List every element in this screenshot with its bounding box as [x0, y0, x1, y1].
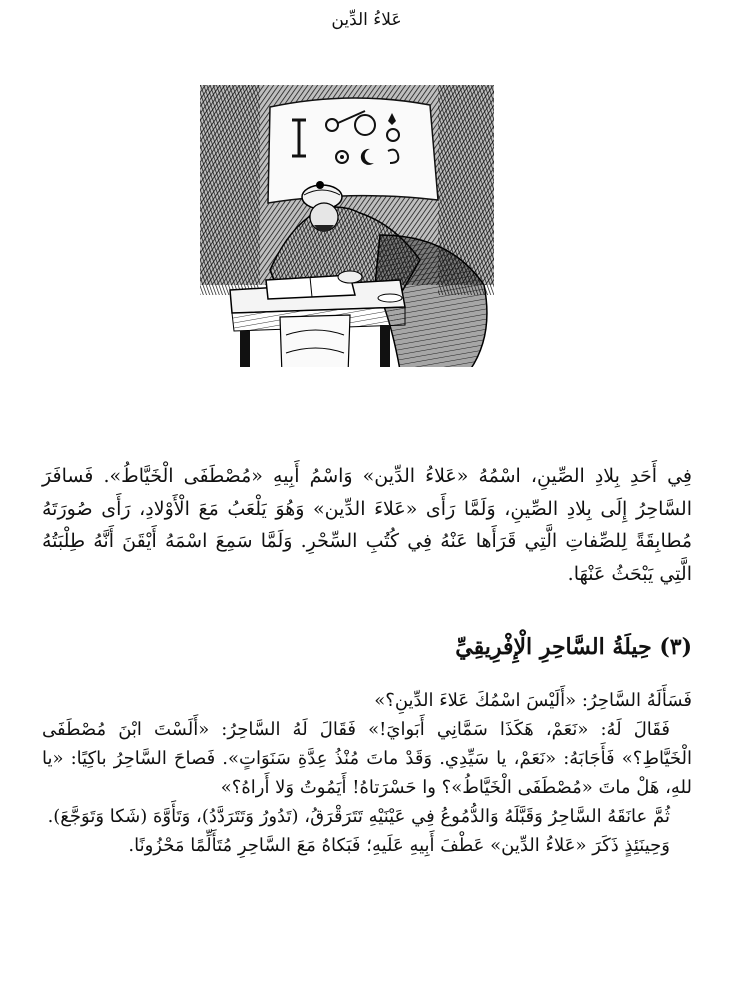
dialogue-line-4: وَحِينَئِذٍ ذَكَرَ «عَلاءُ الدِّين» عَطْفَ أَبِيهِ عَلَيهِ؛ فَبَكاهُ مَعَ السَّاحِرِ مُتَأَلِّمًا مَحْزُونًا. — [128, 835, 670, 856]
page-header-title: عَلاءُ الدِّين — [331, 10, 402, 30]
intro-paragraph: فِي أَحَدِ بِلادِ الصِّينِ، اسْمُهُ «عَلاءُ الدِّين» وَاسْمُ أَبِيهِ «مُصْطَفَى الْخَيَّاطُ». فَسافَرَ السَّاحِرُ إِلَى بِلادِ الصِّينِ، وَلَمَّا رَأَى «عَلاءَ الدِّين» وَهُوَ يَلْعَبُ مَعَ الْأَوْلادِ، رَأَى صُورَتَهُ مُطابِقَةً لِلصِّفاتِ الَّتِي قَرَأَها عَنْهُ فِي كُتُبِ السِّحْرِ. وَلَمَّا سَمِعَ اسْمَهُ أَيْقَنَ أَنَّهُ طِلْبَتُهُ الَّتِي يَبْحَثُ عَنْهَا. — [42, 465, 692, 585]
dialogue-line-2: فَقَالَ لَهُ: «نَعَمْ، هَكَذَا سَمَّانِي أَبَوايَ!» فَقَالَ لَهُ السَّاحِرُ: «أَلَسْتَ ابْنَ مُصْطَفَى الْخَيَّاطِ؟» فَأَجَابَهُ: «نَعَمْ، يا سَيِّدِي. وَقَدْ ماتَ مُنْذُ عِدَّةِ سَنَوَاتٍ». فَصاحَ السَّاحِرُ باكِيًا: «يا للهِ، هَلْ ماتَ «مُصْطَفَى الْخَيَّاطُ»؟ وا حَسْرَتاهُ! أَيَمُوتُ وَلا أَراهُ؟» — [42, 719, 692, 798]
dialogue-line-1: فَسَأَلَهُ السَّاحِرُ: «أَلَيْسَ اسْمُكَ عَلاءَ الدِّينِ؟» — [374, 690, 692, 711]
magician-engraving-icon — [200, 85, 494, 375]
dialogue-section — [42, 686, 692, 860]
dialogue-line-3: ثُمَّ عانَقَهُ السَّاحِرُ وَقَبَّلَهُ وَالدُّمُوعُ فِي عَيْنَيْهِ تَتَرَقْرَقُ، (تَدُورُ وَتَتَرَدَّدُ)، وَتَأَوَّهَ (شَكا وَتَوَجَّعَ). — [47, 806, 670, 827]
section-heading: (٣) حِيلَةُ السَّاحِرِ الْإِفْرِيقِيِّ — [455, 634, 692, 660]
